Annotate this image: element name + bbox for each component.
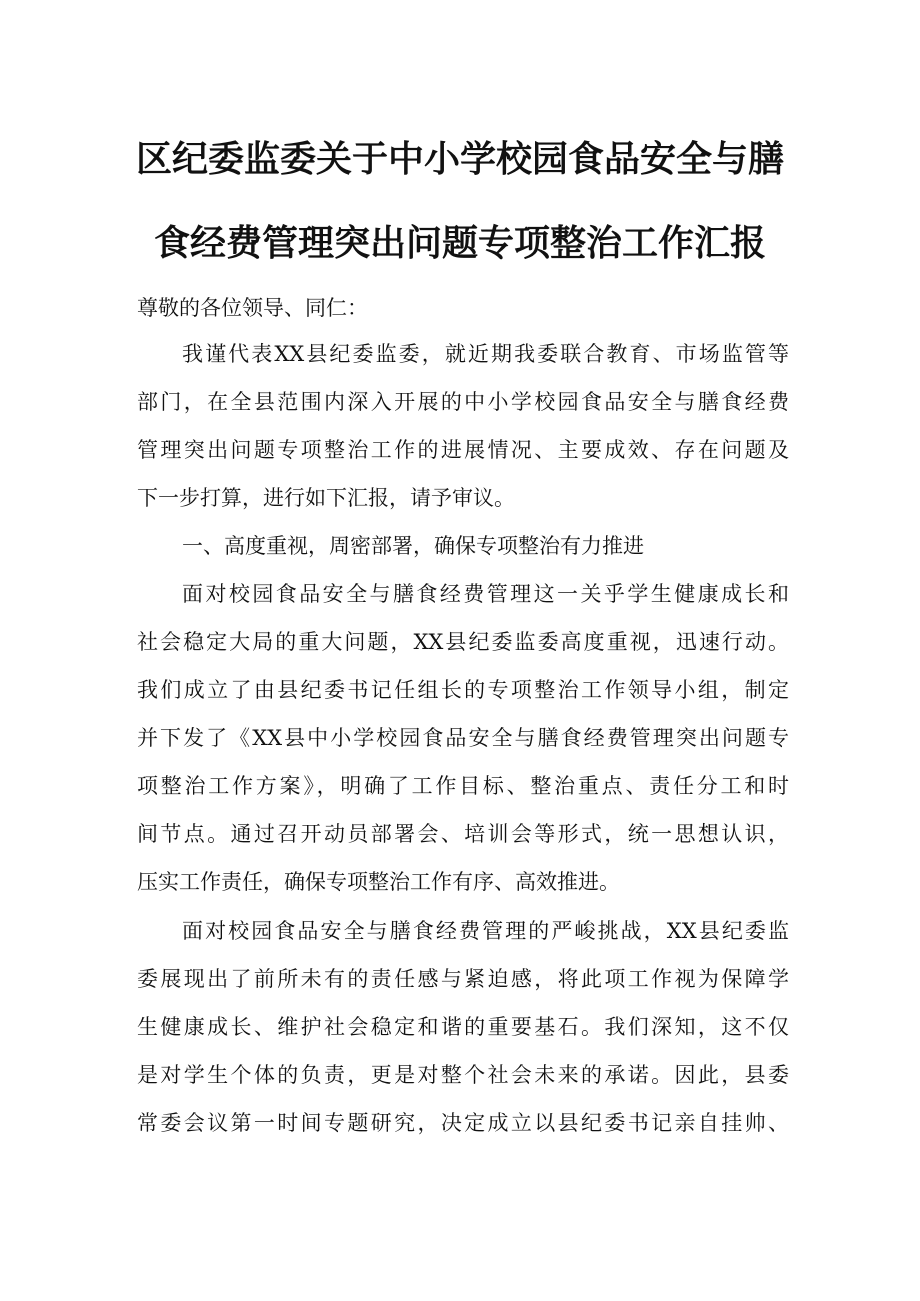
body-line: 是对学生个体的负责，更是对整个社会未来的承诺。因此，县委 xyxy=(137,1063,789,1087)
body-line: 我谨代表XX县纪委监委，就近期我委联合教育、市场监管等 xyxy=(182,342,789,366)
body-line: 间节点。通过召开动员部署会、培训会等形式，统一思想认识， xyxy=(137,822,789,846)
body-line: 我们成立了由县纪委书记任组长的专项整治工作领导小组，制定 xyxy=(137,678,789,702)
body-line: 生健康成长、维护社会稳定和谐的重要基石。我们深知，这不仅 xyxy=(137,1015,789,1039)
body-line: 面对校园食品安全与膳食经费管理这一关乎学生健康成长和 xyxy=(182,582,789,606)
body-line: 部门，在全县范围内深入开展的中小学校园食品安全与膳食经费 xyxy=(137,390,789,414)
document-title-line-2: 食经费管理突出问题专项整治工作汇报 xyxy=(153,223,766,264)
body-line: 项整治工作方案》，明确了工作目标、整治重点、责任分工和时 xyxy=(137,774,789,798)
body-line: 委展现出了前所未有的责任感与紧迫感，将此项工作视为保障学 xyxy=(137,967,789,991)
body-line: 常委会议第一时间专题研究，决定成立以县纪委书记亲自挂帅、 xyxy=(137,1111,789,1135)
body-line: 社会稳定大局的重大问题，XX县纪委监委高度重视，迅速行动。 xyxy=(137,630,789,654)
body-line: 面对校园食品安全与膳食经费管理的严峻挑战，XX县纪委监 xyxy=(182,919,789,943)
salutation: 尊敬的各位领导、同仁： xyxy=(137,296,368,320)
body-line: 压实工作责任，确保专项整治工作有序、高效推进。 xyxy=(137,870,620,894)
document-title-line-1: 区纪委监委关于中小学校园食品安全与膳 xyxy=(135,139,784,180)
body-line: 下一步打算，进行如下汇报，请予审议。 xyxy=(137,486,515,510)
section-heading: 一、高度重视，周密部署，确保专项整治有力推进 xyxy=(182,534,644,558)
body-line: 并下发了《XX县中小学校园食品安全与膳食经费管理突出问题专 xyxy=(137,726,789,750)
body-line: 管理突出问题专项整治工作的进展情况、主要成效、存在问题及 xyxy=(137,438,789,462)
